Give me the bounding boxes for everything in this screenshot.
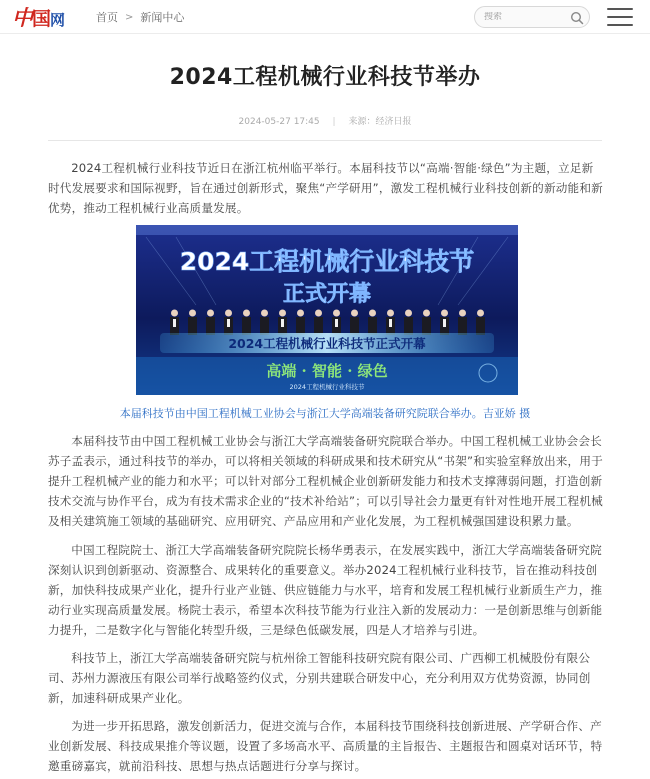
photo-caption: 本届科技节由中国工程机械工业协会与浙江大学高端装备研究院联合举办。吉亚娇 摄 bbox=[119, 407, 531, 420]
logo-glyph-wang: 网 bbox=[50, 11, 66, 29]
breadcrumb-news-center[interactable]: 新闻中心 bbox=[140, 11, 185, 24]
search-icon[interactable] bbox=[570, 10, 584, 29]
meta-separator: | bbox=[332, 117, 336, 127]
article-meta bbox=[0, 114, 650, 127]
site-logo[interactable] bbox=[12, 4, 68, 30]
paragraph-5: 为进一步开拓思路，激发创新活力，促进交流与合作，本届科技节围绕科技创新进展、产学研合作、产业创新发展、科技成果推介等议题，设置了多场高水平、高质量的主旨报告、主题报告和圆桌对话环节，特邀重磅嘉宾，就前沿科技、思想与热点话题进行分享与探讨。 bbox=[48, 719, 603, 773]
breadcrumb-separator: > bbox=[125, 11, 134, 23]
stage-text: 2024工程机械行业科技节正式开幕 bbox=[228, 336, 426, 351]
slogan-text: 高端 · 智能 · 绿色 bbox=[266, 362, 388, 380]
china-net-logo-icon bbox=[12, 5, 68, 29]
paragraph-1: 2024工程机械行业科技节近日在浙江杭州临平举行。本届科技节以“高端·智能·绿色”为主题，立足新时代发展要求和国际视野，旨在通过创新形式，聚焦“产学研用”，激发工程机械行业科技创新的新动能和新优势，推动工程机械行业高质量发展。 bbox=[48, 161, 603, 215]
search-input[interactable] bbox=[484, 12, 570, 22]
banner-line-1: 2024工程机械行业科技节 bbox=[179, 247, 475, 276]
article-photo bbox=[136, 225, 518, 395]
breadcrumb-home[interactable]: 首页 bbox=[96, 11, 118, 24]
paragraph-3: 中国工程院院士、浙江大学高端装备研究院院长杨华勇表示，在发展实践中，浙江大学高端装备研究院深刻认识到创新驱动、资源整合、成果转化的重要意义。举办2024工程机械行业科技节，旨在推动科技创新，加快科技成果产业化，提升行业产业链、供应链能力与水平，培育和发展工程机械行业新质生产力，推动行业实现高质量发展。杨院士表示，希望本次科技节能为行业注入新的发展动力：一是创新思维与创新能力提升，二是数字化与智能化转型升级，三是绿色低碳发展，四是人才培养与引进。 bbox=[48, 543, 603, 637]
article-title: 2024工程机械行业科技节举办 bbox=[169, 65, 481, 90]
top-header bbox=[0, 0, 650, 34]
paragraph-2: 本届科技节由中国工程机械工业协会与浙江大学高端装备研究院联合举办。中国工程机械工业协会会长苏子孟表示，通过科技节的举办，可以将相关领域的科研成果和技术研究从“书架”和实验室释放出来，用于提升工程机械产业的能力和水平；可以针对部分工程机械企业创新研发能力和技术支撑薄弱问题，打造创新技术交流与协作平台，成为有技术需求企业的“技术补给站”；可以引导社会力量更有针对性地开展工程机械及相关建筑施工领域的基础研究、应用研究、产品应用和产业化发展，为工程机械强国建设积累力量。 bbox=[48, 434, 603, 528]
banner-line-2: 正式开幕 bbox=[282, 282, 372, 307]
logo-glyph-guo: 国 bbox=[32, 8, 52, 29]
breadcrumb bbox=[96, 0, 184, 34]
logo-glyph-zhong: 中 bbox=[12, 5, 33, 29]
source-name: 经济日报 bbox=[375, 117, 412, 127]
hamburger-menu-icon[interactable] bbox=[607, 8, 633, 26]
source-label: 来源： bbox=[348, 117, 376, 127]
title-divider bbox=[48, 140, 602, 141]
slogan-sub-text: 2024工程机械行业科技节 bbox=[289, 383, 365, 391]
paragraph-4: 科技节上，浙江大学高端装备研究院与杭州徐工智能科技研究院有限公司、广西柳工机械股份有限公司、苏州力源液压有限公司举行战略签约仪式，分别共建联合研发中心，充分利用双方优势资源，协同创新，加速科研成果产业化。 bbox=[48, 651, 591, 705]
search-box[interactable] bbox=[474, 6, 590, 28]
publish-date: 2024-05-27 17:45 bbox=[238, 117, 320, 127]
